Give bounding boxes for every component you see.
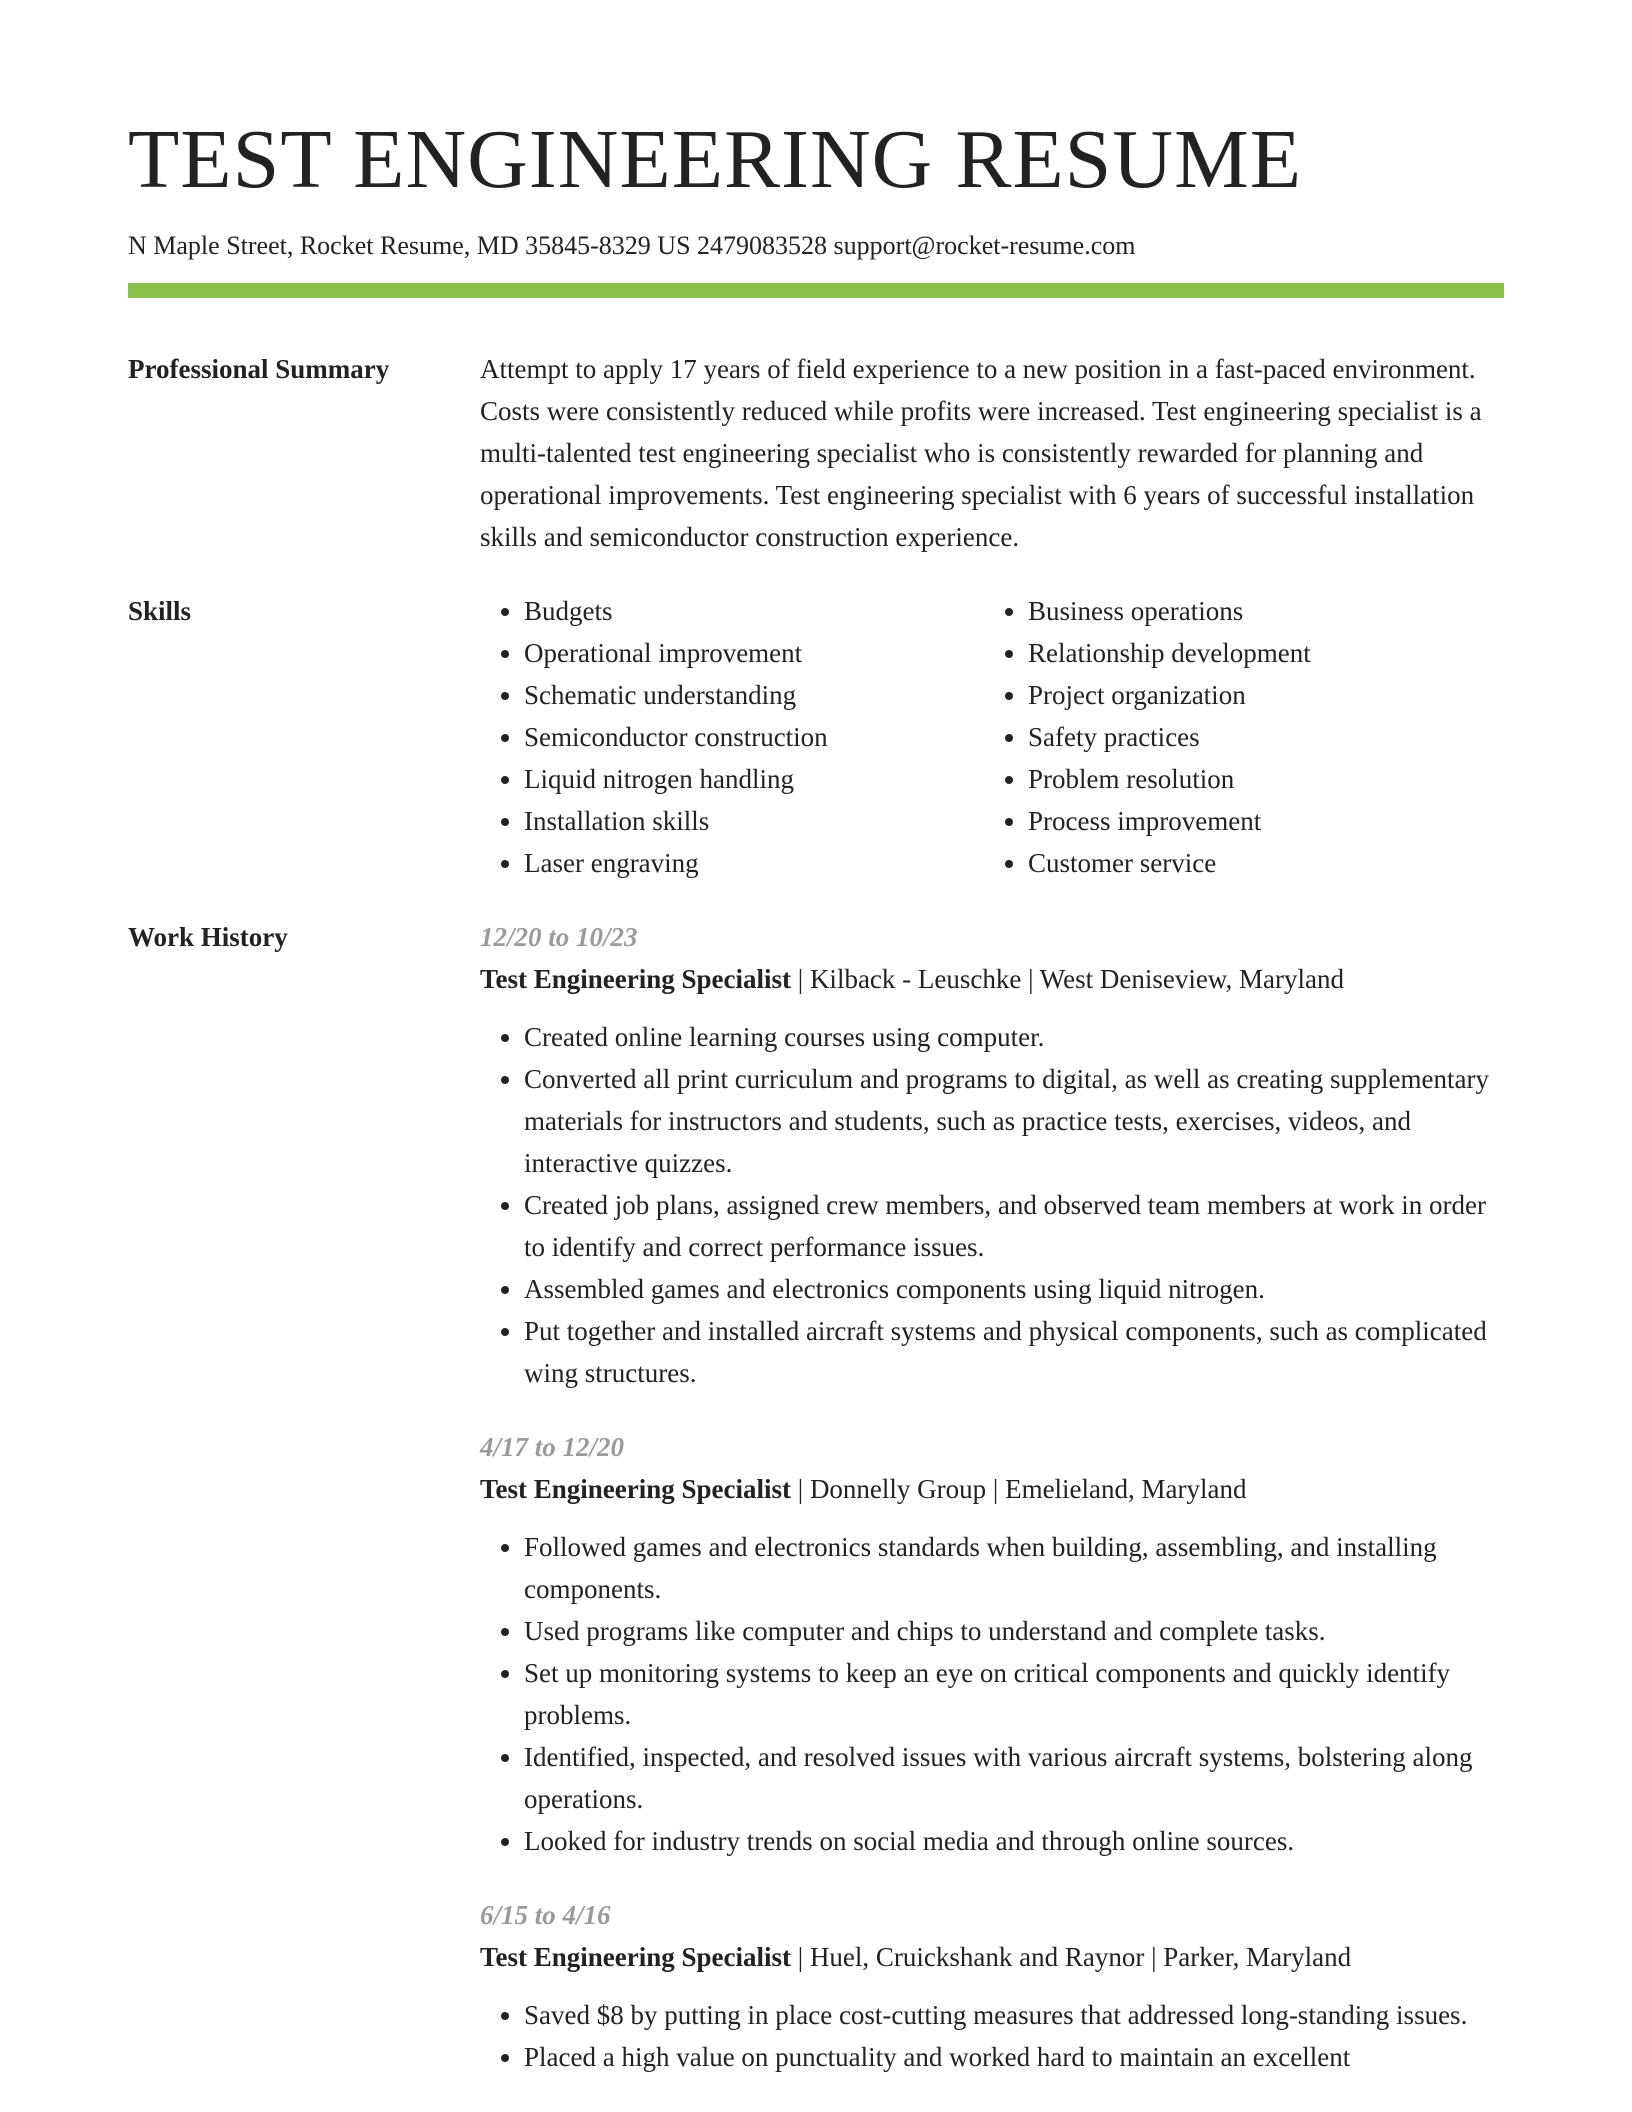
job-title: Test Engineering Specialist [480, 1942, 792, 1973]
skill-item: • Safety practices [1028, 716, 1504, 758]
skills-section [128, 590, 1504, 884]
job-dates: 4/17 to 12/20 [480, 1432, 625, 1463]
resume-page [128, 0, 1504, 2078]
list-item: • Followed games and electronics standards when building, assembling, and installing components. [524, 1526, 1504, 1610]
list-item: • Set up monitoring systems to keep an eye on critical components and quickly identify problems. [524, 1652, 1504, 1736]
job-location: Emelieland, Maryland [1005, 1474, 1247, 1505]
job-dates: 6/15 to 4/16 [480, 1900, 611, 1931]
work-history-section [128, 916, 1504, 2078]
skill-item: • Operational improvement [524, 632, 984, 674]
section-title: Work History [128, 922, 288, 953]
list-item: • Put together and installed aircraft systems and physical components, such as complicated wing structures. [524, 1310, 1504, 1394]
job-location: Parker, Maryland [1163, 1942, 1352, 1973]
skill-item: • Business operations [1028, 590, 1504, 632]
job-company: Huel, Cruickshank and Raynor [809, 1942, 1145, 1973]
skill-item: • Laser engraving [524, 842, 984, 884]
skill-item: • Project organization [1028, 674, 1504, 716]
skill-item: • Installation skills [524, 800, 984, 842]
job-list [480, 916, 1504, 2078]
skill-item: • Process improvement [1028, 800, 1504, 842]
skills-list-left [480, 590, 984, 884]
list-item: • Identified, inspected, and resolved issues with various aircraft systems, bolstering along operations. [524, 1736, 1504, 1820]
job-heading: Test Engineering Specialist | Kilback - Leuschke | West Deniseview, Maryland [480, 964, 1345, 995]
list-item: • Saved $8 by putting in place cost-cutting measures that addressed long-standing issues. [524, 1994, 1504, 2036]
email: support@rocket-resume.com [833, 231, 1136, 260]
skill-item: • Schematic understanding [524, 674, 984, 716]
job-title: Test Engineering Specialist [480, 964, 792, 995]
list-item: • Converted all print curriculum and programs to digital, as well as creating supplementary materials for instructors and students, such as practice tests, exercises, videos, and interactive quizzes. [524, 1058, 1504, 1184]
skill-item: • Budgets [524, 590, 984, 632]
list-item: • Looked for industry trends on social media and through online sources. [524, 1820, 1504, 1862]
list-item: • Assembled games and electronics components using liquid nitrogen. [524, 1268, 1504, 1310]
skill-item: • Liquid nitrogen handling [524, 758, 984, 800]
job-bullets [480, 1016, 1504, 1394]
resume-title: TEST ENGINEERING RESUME [128, 113, 1303, 206]
skill-item: • Customer service [1028, 842, 1504, 884]
list-item: • Created job plans, assigned crew members, and observed team members at work in order to identify and correct performance issues. [524, 1184, 1504, 1268]
skill-item: • Semiconductor construction [524, 716, 984, 758]
address: N Maple Street, Rocket Resume, MD 35845-8329 US [128, 231, 691, 260]
job-bullets [480, 1526, 1504, 1862]
skill-item: • Problem resolution [1028, 758, 1504, 800]
job-company: Donnelly Group [809, 1474, 987, 1505]
summary-text: Attempt to apply 17 years of field experience to a new position in a fast-paced environment. Costs were consistently reduced while profits were increased. Test engineering specialist is a multi-talented test engineering specialist who is consistently rewarded for planning and operational improvements. Test engineering specialist with 6 years of successful installation skills and semiconductor construction experience. [480, 354, 1482, 553]
job-location: West Deniseview, Maryland [1039, 964, 1345, 995]
section-title: Professional Summary [128, 354, 390, 385]
summary-section [128, 348, 1504, 558]
job-entry [480, 1426, 1504, 1862]
section-title: Skills [128, 596, 192, 627]
job-dates: 12/20 to 10/23 [480, 922, 638, 953]
list-item: • Used programs like computer and chips to understand and complete tasks. [524, 1610, 1504, 1652]
job-heading: Test Engineering Specialist | Huel, Cruickshank and Raynor | Parker, Maryland [480, 1942, 1352, 1973]
job-company: Kilback - Leuschke [809, 964, 1022, 995]
header-divider [128, 283, 1504, 298]
job-bullets [480, 1994, 1504, 2078]
job-title: Test Engineering Specialist [480, 1474, 792, 1505]
job-heading: Test Engineering Specialist | Donnelly Group | Emelieland, Maryland [480, 1474, 1247, 1505]
skills-list-right [984, 590, 1504, 884]
phone: 2479083528 [697, 231, 828, 260]
contact-line [128, 230, 1504, 261]
skill-item: • Relationship development [1028, 632, 1504, 674]
job-entry [480, 1894, 1504, 2078]
list-item: • Created online learning courses using computer. [524, 1016, 1504, 1058]
job-entry [480, 916, 1504, 1394]
list-item: • Placed a high value on punctuality and worked hard to maintain an excellent [524, 2036, 1504, 2078]
